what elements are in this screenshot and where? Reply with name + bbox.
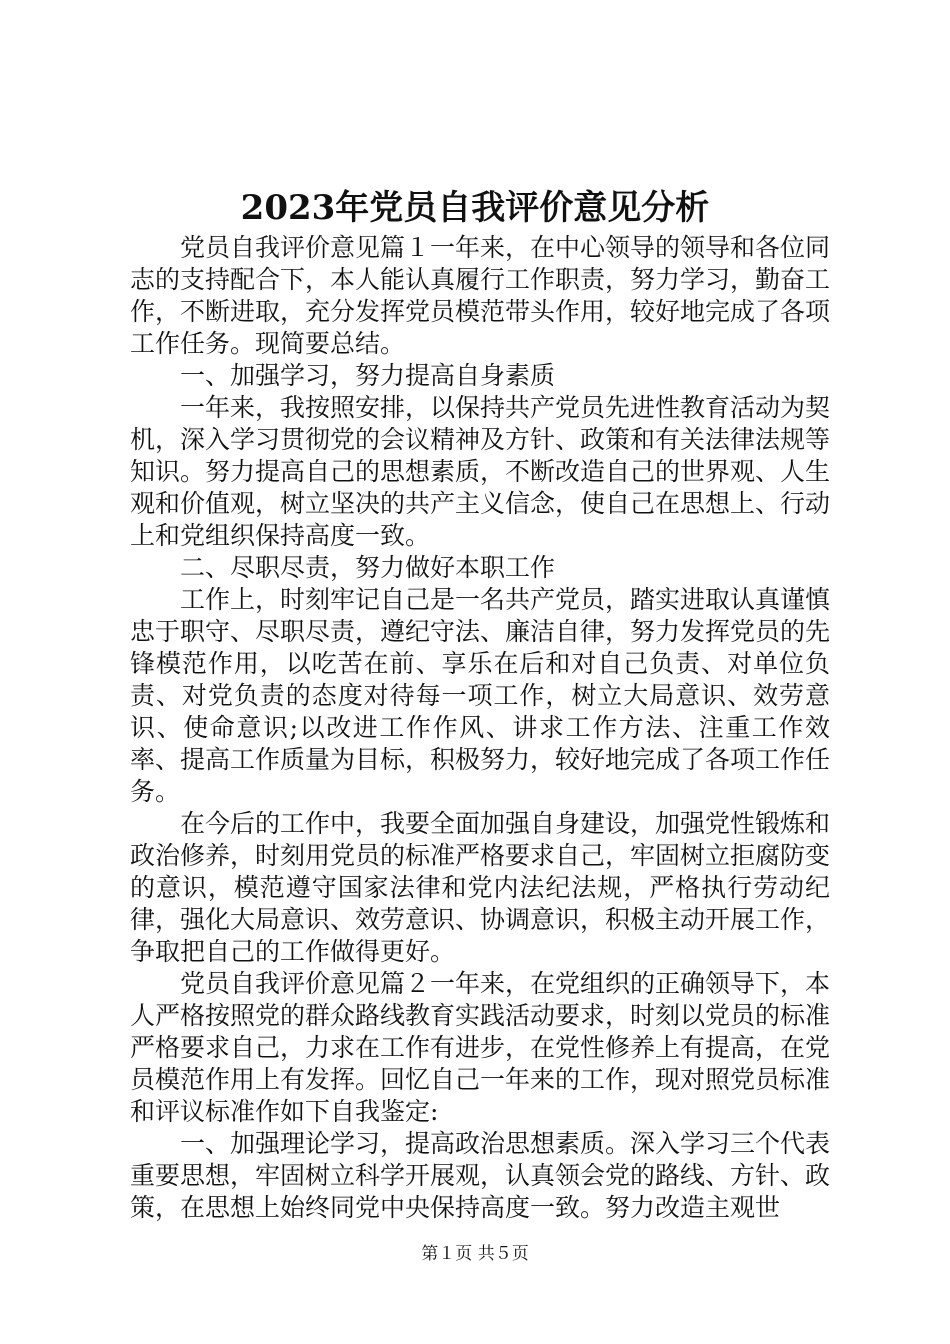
document-body — [130, 232, 830, 1224]
paragraph: 在今后的工作中，我要全面加强自身建设，加强党性锻炼和政治修养，时刻用党员的标准严格要求自己，牢固树立拒腐防变的意识，模范遵守国家法律和党内法纪法规，严格执行劳动纪律，强化大局意识、效劳意识、协调意识，积极主动开展工作，争取把自己的工作做得更好。 — [130, 809, 831, 966]
document-title: 2023年党员自我评价意见分析 — [240, 188, 710, 228]
paragraph: 一、加强理论学习，提高政治思想素质。深入学习三个代表重要思想，牢固树立科学开展观，认真领会党的路线、方针、政策，在思想上始终同党中央保持高度一致。努力改造主观世 — [130, 1129, 831, 1222]
page-number-footer: 第１页 共５页 — [421, 1244, 529, 1264]
section-heading: 一、加强学习，努力提高自身素质 — [180, 361, 556, 390]
paragraph: 一年来，我按照安排，以保持共产党员先进性教育活动为契机，深入学习贯彻党的会议精神及方针、政策和有关法律法规等知识。努力提高自己的思想素质，不断改造自己的世界观、人生观和价值观，树立坚决的共产主义信念，使自己在思想上、行动上和党组织保持高度一致。 — [130, 393, 831, 550]
paragraph: 党员自我评价意见篇２一年来，在党组织的正确领导下，本人严格按照党的群众路线教育实践活动要求，时刻以党员的标准严格要求自己，力求在工作有进步，在党性修养上有提高，在党员模范作用上有发挥。回忆自己一年来的工作，现对照党员标准和评议标准作如下自我鉴定: — [130, 969, 831, 1126]
paragraph: 党员自我评价意见篇１一年来，在中心领导的领导和各位同志的支持配合下，本人能认真履行工作职责，努力学习，勤奋工作，不断进取，充分发挥党员模范带头作用，较好地完成了各项工作任务。现简要总结。 — [130, 233, 831, 358]
paragraph: 工作上，时刻牢记自己是一名共产党员，踏实进取认真谨慎忠于职守、尽职尽责，遵纪守法、廉洁自律，努力发挥党员的先锋模范作用，以吃苦在前、享乐在后和对自己负责、对单位负责、对党负责的态度对待每一项工作，树立大局意识、效劳意识、使命意识;以改进工作作风、讲求工作方法、注重工作效率、提高工作质量为目标，积极努力，较好地完成了各项工作任务。 — [130, 585, 831, 806]
section-heading: 二、尽职尽责，努力做好本职工作 — [180, 553, 556, 582]
